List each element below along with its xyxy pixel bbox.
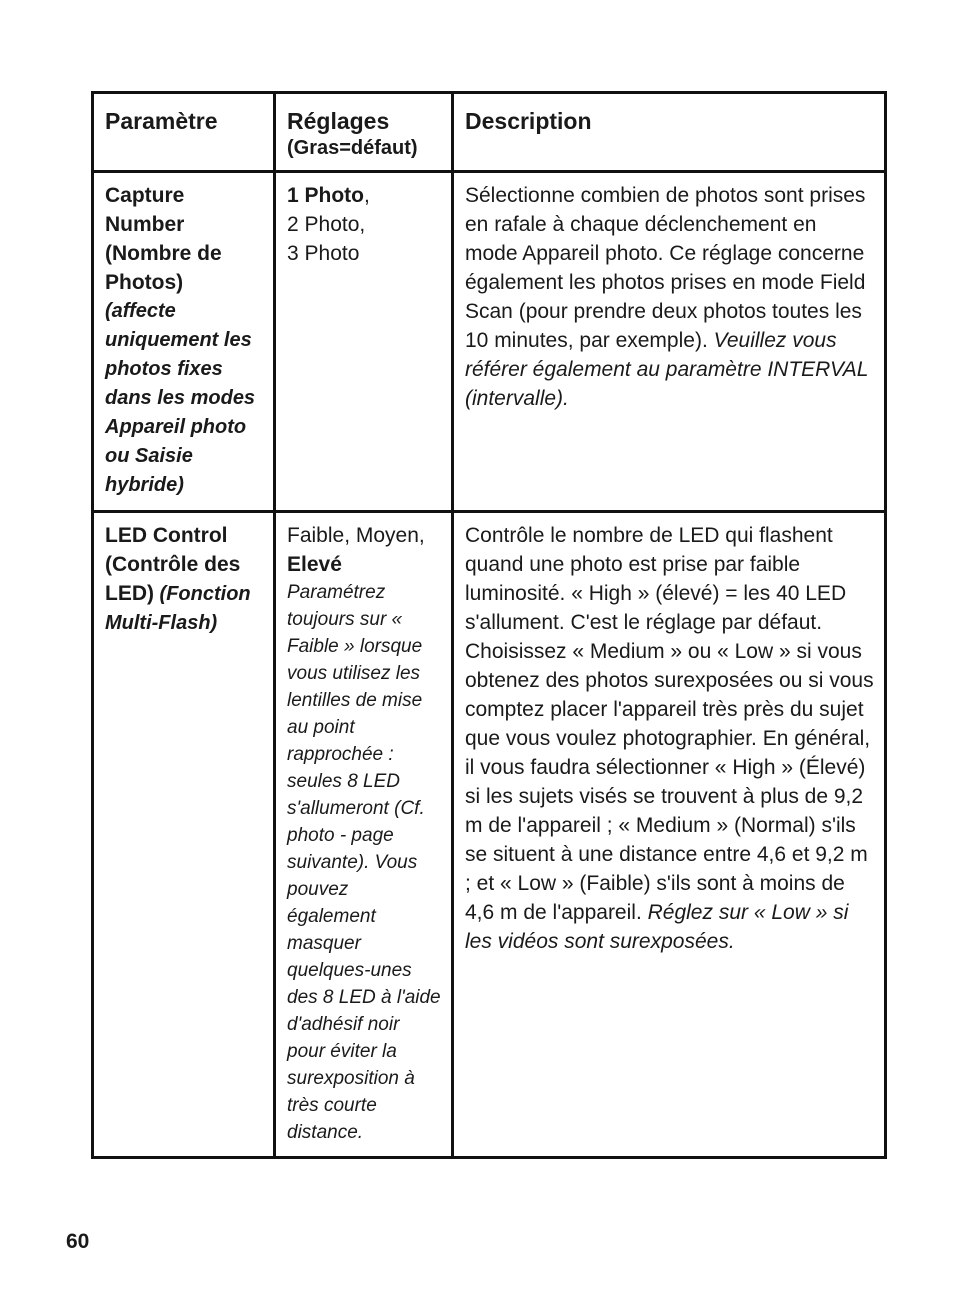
page-number: 60 — [66, 1230, 90, 1253]
settings-default: 1 Photo — [287, 184, 364, 207]
header-parameter — [93, 93, 275, 172]
header-parameter-label: Paramètre — [105, 108, 218, 134]
cell-parameter — [93, 172, 275, 512]
header-settings-label: Réglages — [287, 108, 390, 134]
settings-option: 2 Photo, — [287, 213, 366, 236]
header-settings-sublabel: (Gras=défaut) — [287, 137, 418, 159]
settings-default: Elevé — [287, 553, 342, 576]
parameter-note: (Fonction Multi-Flash) — [105, 583, 251, 634]
parameter-note: (affecte uniquement les photos fixes dans les modes Appareil photo ou Saisie hybride) — [105, 300, 256, 496]
header-description-label: Description — [465, 108, 592, 134]
description-italic-note: Veuillez vous référer également au paramètre INTERVAL (intervalle). — [465, 329, 869, 410]
settings-line — [287, 550, 441, 579]
cell-description — [453, 512, 886, 1158]
cell-settings — [275, 512, 453, 1158]
description-text: Sélectionne combien de photos sont prises en rafale à chaque déclenchement en mode Appareil photo. Ce réglage concerne également les photos prises en mode Field Scan (pour prendre deux photos toutes les 10 minutes, par exemple). — [465, 184, 866, 352]
table-row — [93, 172, 886, 512]
table-header-row — [93, 93, 886, 172]
cell-parameter — [93, 512, 275, 1158]
description-italic-note: Réglez sur « Low » si les vidéos sont surexposées. — [465, 901, 849, 953]
settings-note: Paramétrez toujours sur « Faible » lorsque vous utilisez les lentilles de mise au point rapprochée : seules 8 LED s'allumeront (Cf. photo - page suivante). Vous pouvez également masquer quelques-unes des 8 LED à l'aide d'adhésif noir pour éviter la surexposition à très courte distance. — [287, 582, 441, 1143]
settings-line — [287, 181, 441, 210]
parameter-name: Capture Number (Nombre de Photos) — [105, 184, 222, 294]
cell-description — [453, 172, 886, 512]
parameters-table — [91, 91, 887, 1159]
header-settings — [275, 93, 453, 172]
parameter-name: LED Control (Contrôle des LED) — [105, 524, 241, 605]
description-text: Contrôle le nombre de LED qui flashent quand une photo est prise par faible luminosité. « High » (élevé) = les 40 LED s'allument. C'est le réglage par défaut. Choisissez « Medium » ou « Low » si vous obtenez des photos surexposées ou si vous comptez placer l'appareil très près du sujet que vous voulez photographier. En général, il vous faudra sélectionner « High » (Élevé) si les sujets visés se trouvent à plus de 9,2 m de l'appareil ; « Medium » (Normal) s'ils se situent à une distance entre 4,6 et 9,2 m ; et « Low » (Faible) s'ils sont à moins de 4,6 m de l'appareil. — [465, 524, 874, 924]
header-description — [453, 93, 886, 172]
table-row — [93, 512, 886, 1158]
cell-settings — [275, 172, 453, 512]
settings-options: Faible, Moyen, — [287, 524, 425, 547]
settings-option: 3 Photo — [287, 242, 360, 265]
settings-separator: , — [364, 184, 370, 207]
